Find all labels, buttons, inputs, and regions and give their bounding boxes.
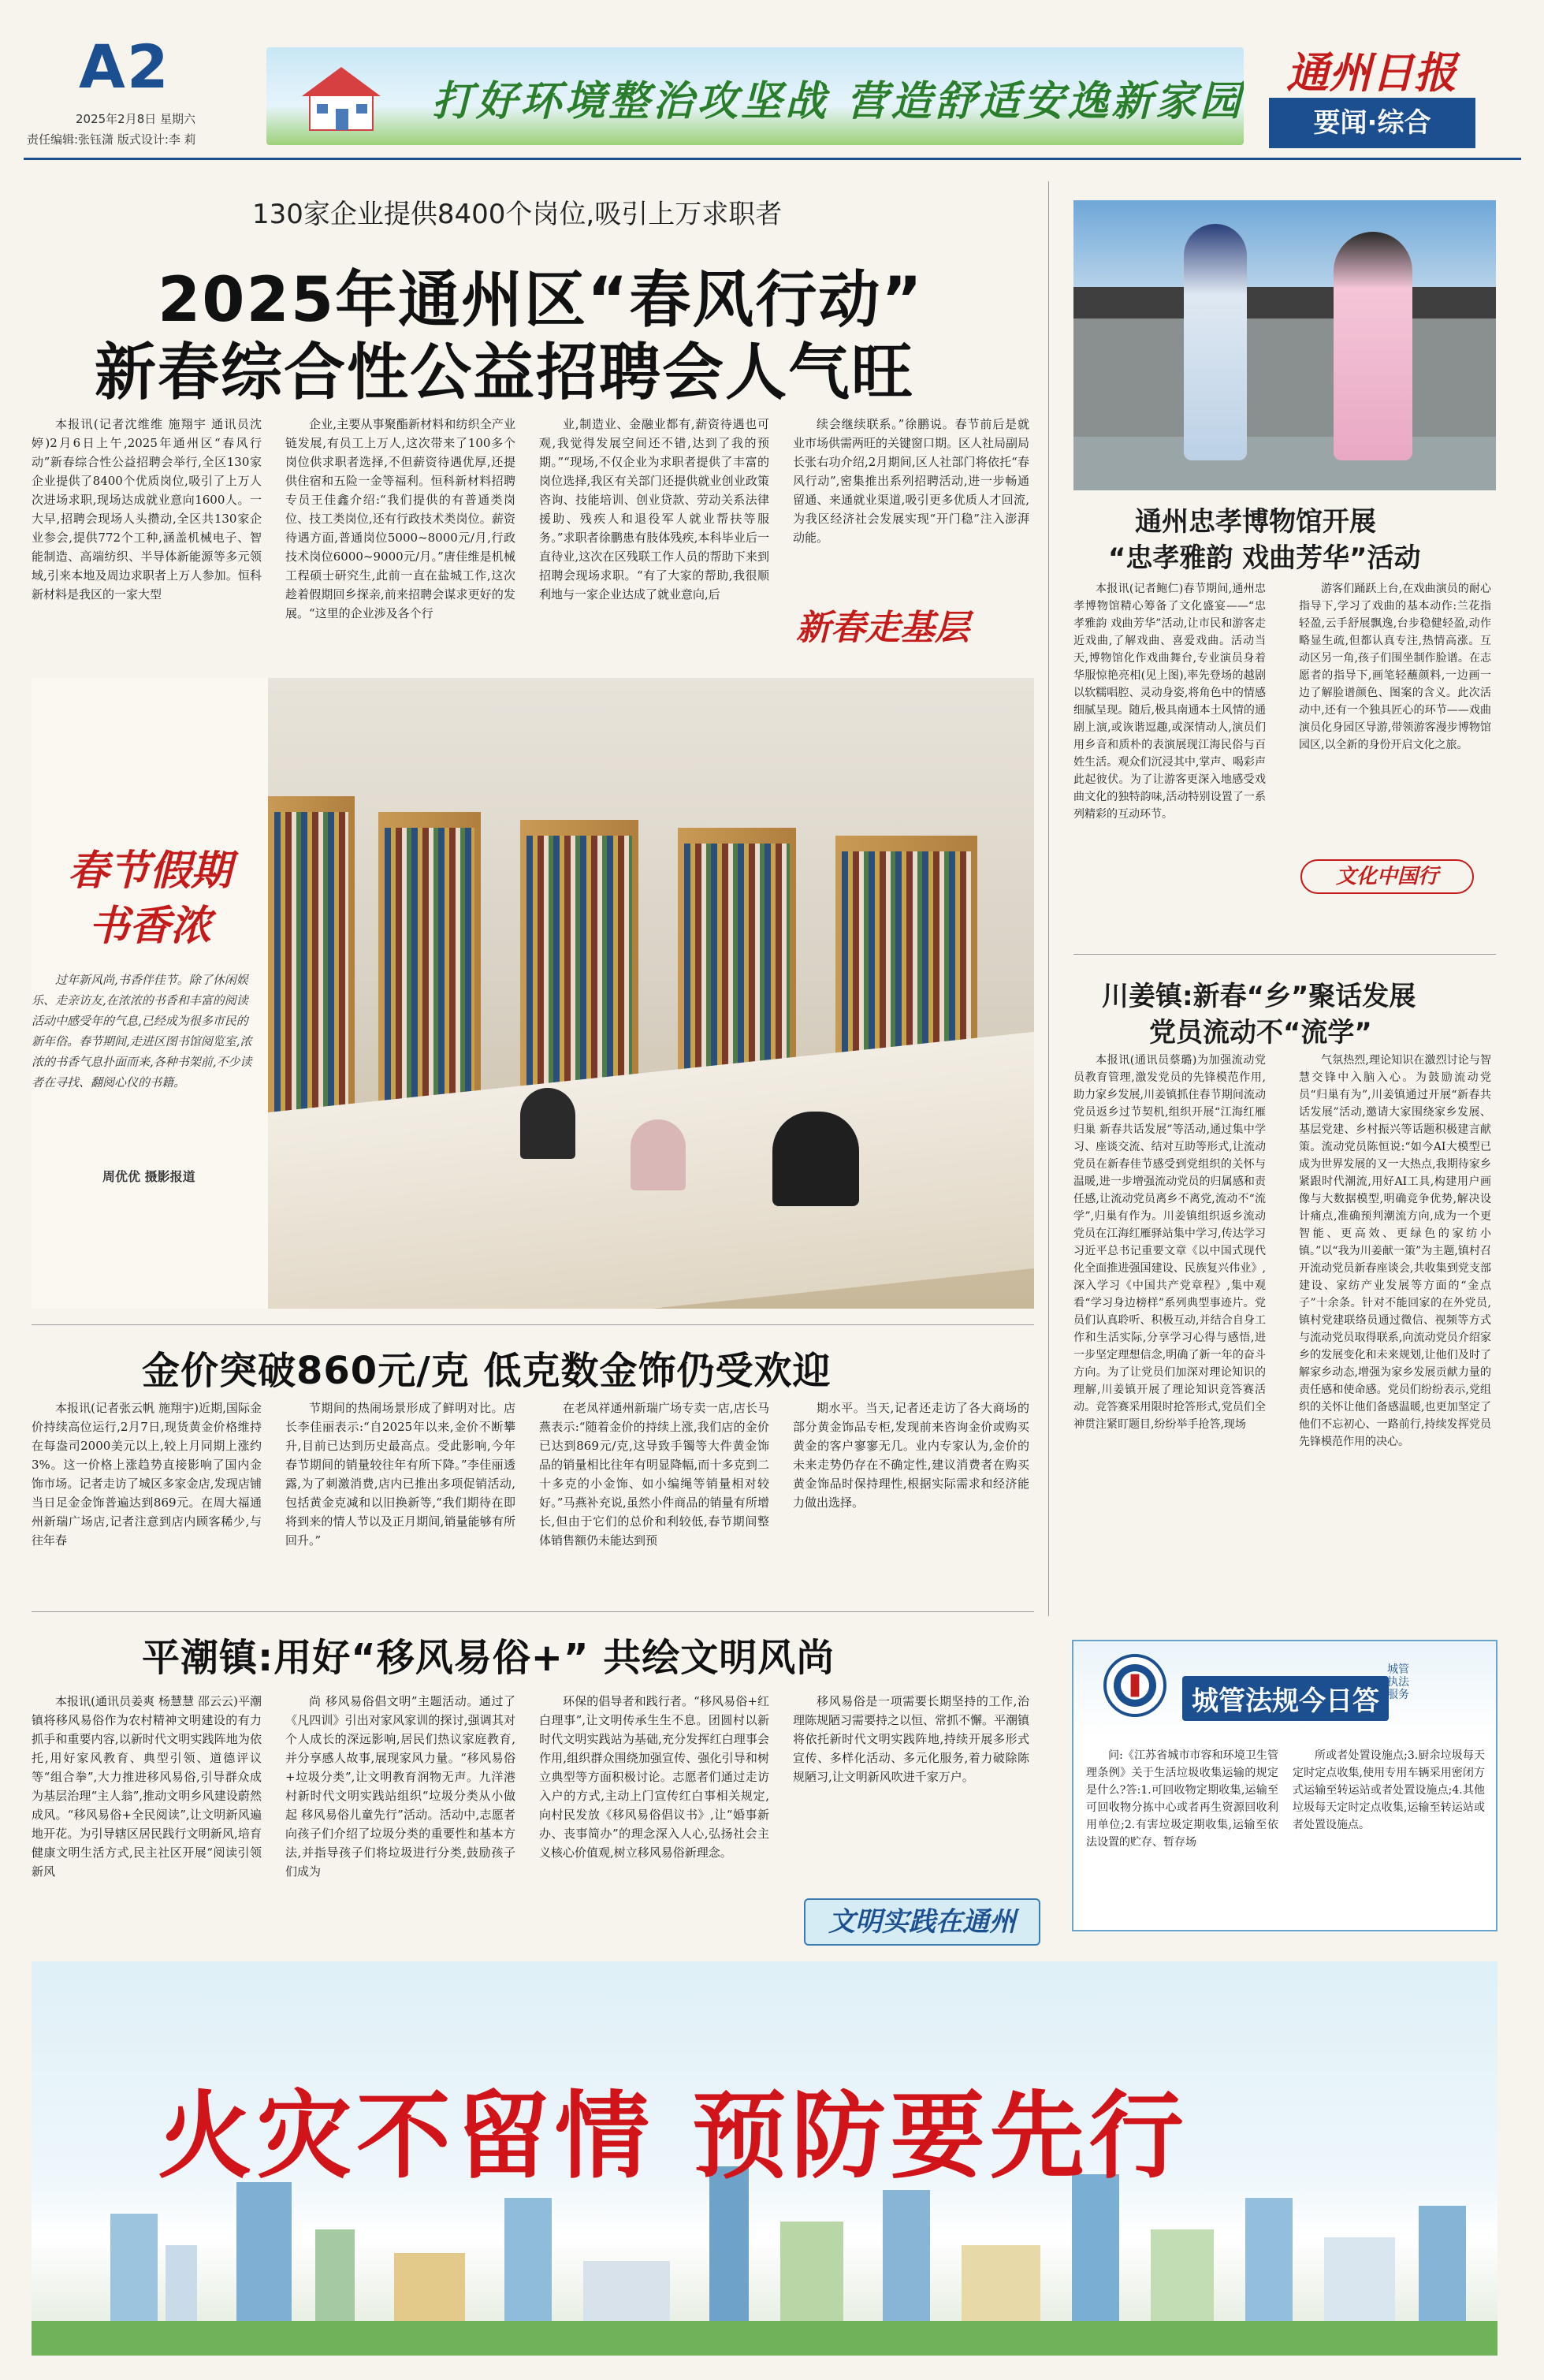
column-divider [1048,181,1049,1616]
chengguan-badge-icon [1103,1654,1166,1717]
section-divider [32,1611,1034,1612]
xinzou-jiceng-tag: 新春走基层 [796,608,969,648]
house-icon [298,63,385,134]
opera-column-1: 本报讯(记者鲍仁)春节期间,通州忠孝博物馆精心筹备了文化盛宴——“忠孝雅韵 戏曲芳华”活动,让市民和游客走近戏曲,了解戏曲、喜爱戏曲。活动当天,博物馆化作戏曲舞台,专业演员身着华服惊艳亮相(见上图),率先登场的越剧以软糯唱腔、灵动身姿,将角色中的情感细腻呈现。随后,极具南通本土风情的通剧上演,或诙谐逗趣,或深情动人,演员们用乡音和质朴的表演展现江海民俗与百姓生活。观众们沉浸其中,掌声、喝彩声此起彼伏。为了让游客更深入地感受戏曲文化的独特韵味,活动特别设置了一系列精彩的互动环节。 [1073,583,1266,821]
chuanjiang-column-1: 本报讯(通讯员蔡璐)为加强流动党员教育管理,激发党员的先锋模范作用,助力家乡发展,川姜镇抓住春节期间流动党员返乡过节契机,组织开展“江海红雁归巢 新春共话发展”等活动,通过集中学习、座谈交流、结对互助等形式,让流动党员在新春佳节感受到党组织的关怀与温暖,进一步增强流动党员的归属感和责任感,让流动党员离乡不离党,流动不“流学”,归巢有作为。川姜镇组织返乡流动党员在江海红雁驿站集中学习,传达学习习近平总书记重要文章《以中国式现代化全面推进强国建设、民族复兴伟业》,深入学习《中国共产党章程》,集中观看“学习身边榜样”系列典型事迹片。党员们认真聆听、积极互动,并结合自身工作和生活实际,分享学习心得与感悟,进一步坚定理想信念,明确了新一年的奋斗方向。为了让党员们加深对理论知识的理解,川姜镇开展了理论知识竞答赛活动。竞答赛采用限时抢答形式,党员们全神贯注紧盯题目,纷纷举手抢答,现场 [1073,1054,1266,1431]
pingchao-column-1: 本报讯(通讯员姜爽 杨慧慧 邵云云)平潮镇将移风易俗作为农村精神文明建设的有力抓手和重要内容,以新时代文明实践阵地为依托,用好家风教育、典型引领、道德评议等“组合拳”,大力推进移风易俗,引导群众成为基层治理“主人翁”,推动文明乡风建设蔚然成风。“移风易俗+全民阅读”,让文明新风遍地开花。为引导辖区居民践行文明新风,培育健康文明生活方式,民主社区开展“阅读引领新风 [32,1694,262,1879]
gold-column-4: 期水平。当天,记者还走访了各大商场的部分黄金饰品专柜,发现前来咨询金价或购买黄金的客户寥寥无几。业内专家认为,金价的未来走势仍存在不确定性,建议消费者在购买黄金饰品时保持理性,根据实际需求和经济能力做出选择。 [793,1401,1029,1510]
opera-headline-line2: “忠孝雅韵 戏曲芳华”活动 [1108,542,1421,574]
lead-subtitle: 130家企业提供8400个岗位,吸引上万求职者 [252,199,783,230]
fire-safety-slogan: 火灾不留情 预防要先行 [158,2082,1189,2192]
culture-china-tag: 文化中国行 [1300,859,1474,894]
pingchao-headline: 平潮镇:用好“移风易俗+” 共绘文明风尚 [142,1636,835,1680]
pingchao-column-4: 移风易俗是一项需要长期坚持的工作,治理陈规陋习需要持之以恒、常抓不懈。平潮镇将依托新时代文明实践阵地,持续开展多形式宣传、多样化活动、多元化服务,着力破除陈规陋习,让文明新风吹进千家万户。 [793,1694,1030,1784]
lead-column-3: 业,制造业、金融业都有,薪资待遇也可观,我觉得发展空间还不错,达到了我的预期。”“现场,不仅企业为求职者提供了丰富的岗位选择,我区有关部门还提供就业创业政策咨询、技能培训、创业贷款、劳动关系法律援助、残疾人和退役军人就业帮扶等服务。”求职者徐鹏患有肢体残疾,本科毕业后一直待业,这次在区残联工作人员的帮助下来到招聘会现场求职。“有了大家的帮助,我很顺利地与一家企业达成了就业意向,后 [539,417,769,602]
lead-headline-line2: 新春综合性公益招聘会人气旺 [95,337,915,408]
editor-credits: 责任编辑:张钰潇 版式设计:李 莉 [27,132,196,147]
gold-headline: 金价突破860元/克 低克数金饰仍受欢迎 [142,1349,832,1393]
section-divider [32,1324,1034,1325]
law-qa-title: 城管法规今日答 [1182,1676,1389,1721]
law-column-2: 所或者处置设施点;3.厨余垃圾每天定时定点收集,使用专用车辆采用密闭方式运输至转运站或者处置设施点;4.其他垃圾每天定时定点收集,运输至转运站或者处置设施点。 [1293,1749,1485,1831]
section-label: 要闻·综合 [1269,98,1475,148]
opera-headline-line1: 通州忠孝博物馆开展 [1135,506,1376,538]
newspaper-masthead: 通州日报 [1286,47,1457,98]
lead-column-2: 企业,主要从事聚酯新材料和纺织全产业链发展,有员工上万人,这次带来了100多个岗位供求职者选择,不但薪资待遇优厚,还提供住宿和五险一金等福利。恒科新材料招聘专员王佳鑫介绍:“我们提供的有普通类岗位、技工类岗位,还有行政技术类岗位。薪资待遇方面,普通岗位5000~8000元/月,行政技术岗位6000~9000元/月。”唐佳维是机械工程硕士研究生,此前一直在盐城工作,这次趁着假期回乡探亲,前来招聘会谋求更好的发展。“这里的企业涉及各个行 [285,417,515,620]
banner-slogan: 打好环境整治攻坚战 营造舒适安逸新家园 [432,77,1244,125]
pingchao-column-2: 尚 移风易俗倡文明”主题活动。通过了《凡四训》引出对家风家训的探讨,强调其对个人成长的深远影响,居民们热议家庭教育,并分享感人故事,展现家风力量。“移风易俗+垃圾分类”,让文明教育润物无声。九洋港村新时代文明实践站组织“垃圾分类从小做起 移风易俗儿童先行”活动。活动中,志愿者向孩子们介绍了垃圾分类的重要性和基本方法,并指导孩子们将垃圾进行分类,鼓励孩子们成为 [285,1694,515,1879]
law-side-label: 城管执法服务 [1387,1663,1409,1701]
library-feature-title: 春节假期书香浓 [67,847,232,950]
lead-column-4: 续会继续联系。”徐鹏说。春节前后是就业市场供需两旺的关键窗口期。区人社局副局长张右功介绍,2月期间,区人社部门将依托“春风行动”,密集推出系列招聘活动,进一步畅通留通、来通就业渠道,吸引更多优质人才回流,为我区经济社会发展实现“开门稳”注入澎湃动能。 [793,417,1030,545]
law-column-1: 问:《江苏省城市市容和环境卫生管理条例》关于生活垃圾收集运输的规定是什么?答:1.可回收物定期收集,运输至可回收物分拣中心或者再生资源回收利用单位;2.有害垃圾定期收集,运输至依法设置的贮存、暂存场 [1086,1749,1278,1849]
header-divider [24,158,1521,160]
page-number: A2 [79,32,170,102]
chuanjiang-headline-line2: 党员流动不“流学” [1149,1017,1372,1048]
library-feature-text: 过年新风尚,书香伴佳节。除了休闲娱乐、走亲访友,在浓浓的书香和丰富的阅读活动中感受年的气息,已经成为很多市民的新年俗。春节期间,走进区图书馆阅览室,浓浓的书香气息扑面而来,各种书架前,不少读者在寻找、翻阅心仪的书籍。 [32,973,252,1089]
opera-column-2: 游客们踊跃上台,在戏曲演员的耐心指导下,学习了戏曲的基本动作:兰花指轻盈,云手舒展飘逸,台步稳健轻盈,动作略显生疏,但都认真专注,热情高涨。互动区另一角,孩子们围坐制作脸谱。在志愿者的指导下,画笔轻蘸颜料,一边画一边了解脸谱颜色、图案的含义。此次活动中,还有一个独具匠心的环节——戏曲演员化身园区导游,带领游客漫步博物馆园区,以全新的身份开启文化之旅。 [1299,583,1491,751]
gold-column-2: 节期间的热闹场景形成了鲜明对比。店长李佳丽表示:“自2025年以来,金价不断攀升,目前已达到历史最高点。受此影响,今年春节期间的销量较往年有所下降。”李佳丽透露,为了刺激消费,店内已推出多项促销活动,包括黄金克减和以旧换新等,“我们期待在即将到来的情人节以及正月期间,销量能够有所回升。” [285,1401,515,1548]
chuanjiang-column-2: 气氛热烈,理论知识在激烈讨论与智慧交锋中入脑入心。为鼓励流动党员“归巢有为”,川姜镇通过开展“新春共话发展”活动,邀请大家围绕家乡发展、基层党建、乡村振兴等话题积极建言献策。流动党员陈恒说:“如今AI大模型已成为世界发展的又一大热点,我期待家乡紧跟时代潮流,用好AI工具,构建用户画像与大数据模型,明确竞争优势,解决设计痛点,准确预判潮流方向,成为一个更智能、更高效、更绿色的家纺小镇。”以“我为川姜献一策”为主题,镇村召开流动党员新春座谈会,共收集到党支部建设、家纺产业发展等方面的“金点子”十余条。针对不能回家的在外党员,镇村党建联络员通过微信、视频等方式与流动党员取得联系,向流动党员介绍家乡的发展变化和未来规划,让他们及时了解家乡动态,增强为家乡发展贡献力量的责任感和使命感。党员们纷纷表示,党组织的关怀让他们备感温暖,也更加坚定了他们不忘初心、一路前行,持续发挥党员先锋模范作用的决心。 [1299,1054,1491,1448]
wenming-shijian-tag: 文明实践在通州 [804,1898,1040,1946]
chuanjiang-headline-line1: 川姜镇:新春“乡”聚话发展 [1102,981,1416,1012]
header-banner [266,47,1244,145]
lead-headline-line1: 2025年通州区“春风行动” [158,265,924,336]
lead-column-1: 本报讯(记者沈维维 施翔宇 通讯员沈婷)2月6日上午,2025年通州区“春风行动”新春综合性公益招聘会举行,全区130家企业提供了8400个优质岗位,吸引了上万人次进场求职,现场达成就业意向1600人。一大早,招聘会现场人头攒动,全区共130家企业参会,提供772个工种,涵盖机械电子、智能制造、高端纺织、半导体新能源等多元领域,引来本地及周边求职者上万人参加。恒科新材料是我区的一家大型 [32,417,262,602]
gold-column-1: 本报讯(记者张云帆 施翔宇)近期,国际金价持续高位运行,2月7日,现货黄金价格维持在每盎司2000美元以上,较上月同期上涨约3%。这一价格上涨趋势直接影响了国内金饰市场。记者走访了城区多家金店,发现店铺当日足金金饰普遍达到869元。在周大福通州新瑞广场店,记者注意到店内顾客稀少,与往年春 [32,1401,262,1548]
section-divider [1073,954,1496,955]
opera-photo [1073,200,1496,490]
pingchao-column-3: 环保的倡导者和践行者。“移风易俗+红白理事”,让文明传承生生不息。团圆村以新时代文明实践站为基础,充分发挥红白理事会作用,组织群众围绕加强宣传、强化引导和树立典型等方面积极讨论。志愿者们通过走访入户的方式,主动上门宣传红白事相关规定,向村民发放《移风易俗倡议书》,让“婚事新办、丧事简办”的理念深入人心,弘扬社会主义核心价值观,树立移风易俗新理念。 [539,1694,769,1860]
gold-column-3: 在老凤祥通州新瑞广场专卖一店,店长马燕表示:“随着金价的持续上涨,我们店的金价已达到869元/克,这导致手镯等大件黄金饰品的销量相比往年有明显降幅,而十多克到二十多克的小金饰、如小编绳等销量相对较好。”马燕补充说,虽然小件商品的销量有所增长,但由于它们的总价和利较低,春节期间整体销售额仍未能达到预 [539,1401,769,1548]
library-photo-credit: 周优优 摄影报道 [102,1169,195,1184]
issue-date: 2025年2月8日 星期六 [76,112,196,126]
